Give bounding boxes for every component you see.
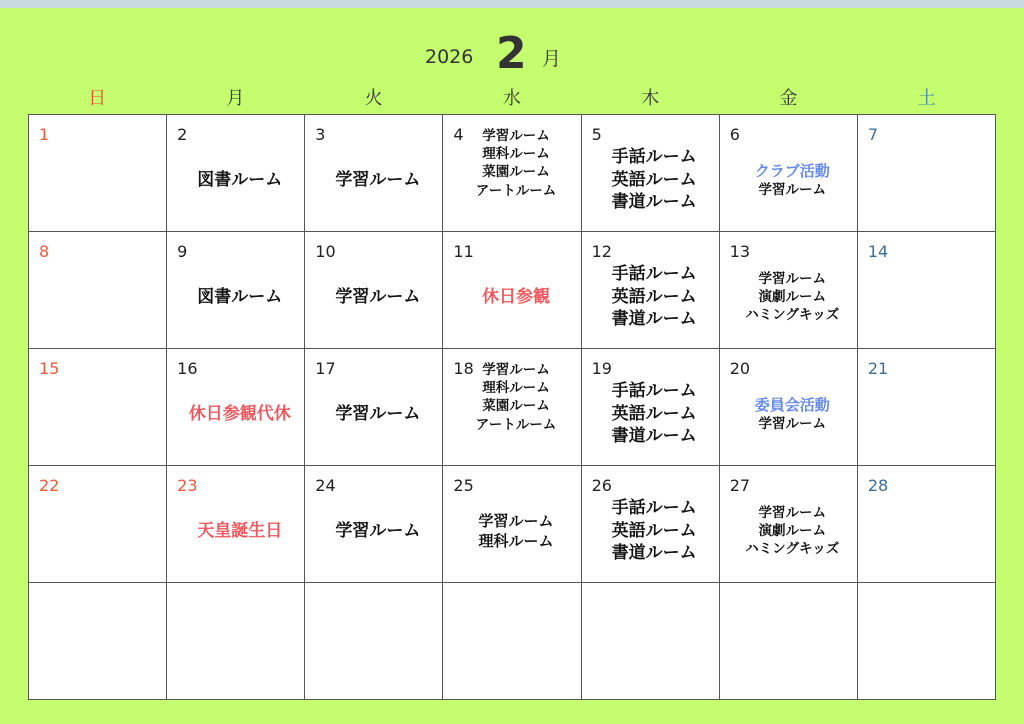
day-cell (582, 232, 720, 349)
event-list (305, 252, 442, 342)
day-number: 26 (591, 476, 612, 495)
day-cell (29, 115, 167, 232)
weekday-sat: 土 (917, 88, 936, 109)
day-cell (443, 232, 581, 349)
event-list (720, 252, 857, 342)
day-number: 8 (39, 242, 50, 261)
weekday-thu: 木 (641, 88, 660, 109)
event-label: ハミングキッズ (745, 541, 840, 558)
event-label: 菜園ルーム (482, 398, 550, 415)
day-number: 15 (39, 359, 60, 378)
day-number: 14 (867, 242, 889, 261)
event-label: 学習ルーム (758, 182, 827, 199)
day-cell (29, 583, 167, 700)
month-suffix: 月 (542, 48, 562, 70)
day-cell (858, 232, 996, 349)
event-label: 演劇ルーム (758, 522, 827, 539)
day-cell (443, 583, 581, 700)
day-number: 6 (729, 125, 740, 144)
event-label: 書道ルーム (611, 543, 697, 564)
day-cell (305, 583, 443, 700)
event-label: 書道ルーム (611, 426, 697, 447)
weekday-sun: 日 (88, 88, 107, 109)
event-label: 理科ルーム (478, 532, 554, 550)
day-number: 16 (177, 359, 198, 378)
day-cell (582, 583, 720, 700)
event-list (443, 252, 580, 342)
day-cell (29, 349, 167, 466)
event-label: クラブ活動 (754, 161, 830, 180)
day-number: 18 (453, 359, 474, 378)
event-label: 学習ルーム (335, 520, 421, 541)
event-label: 英語ルーム (611, 286, 697, 307)
calendar-grid (28, 114, 996, 700)
day-cell (443, 466, 581, 583)
event-label: 学習ルーム (758, 416, 827, 433)
day-number: 22 (39, 476, 60, 495)
event-label: 休日参観代休 (188, 403, 291, 424)
day-number: 19 (591, 359, 612, 378)
day-cell (858, 583, 996, 700)
day-cell (720, 583, 858, 700)
day-number: 28 (867, 476, 889, 495)
day-number: 1 (39, 125, 50, 144)
day-cell (29, 466, 167, 583)
event-label: 天皇誕生日 (197, 520, 283, 541)
event-label: 学習ルーム (758, 504, 827, 521)
day-cell (443, 349, 581, 466)
day-number: 20 (729, 359, 751, 378)
event-label: 学習ルーム (335, 403, 421, 424)
event-list (305, 135, 442, 225)
day-cell (167, 232, 305, 349)
day-cell (305, 466, 443, 583)
day-cell (582, 349, 720, 466)
event-list (443, 127, 580, 225)
event-label: 手話ルーム (611, 497, 697, 518)
weekday-fri: 金 (779, 88, 798, 109)
weekday-header (28, 86, 996, 112)
day-cell (858, 349, 996, 466)
day-cell (167, 349, 305, 466)
day-cell (443, 115, 581, 232)
top-strip (0, 0, 1024, 8)
event-list (167, 252, 304, 342)
day-cell (305, 232, 443, 349)
event-label: 理科ルーム (482, 380, 550, 397)
event-label: 英語ルーム (611, 520, 697, 541)
day-number: 25 (453, 476, 474, 495)
event-label: アートルーム (475, 416, 557, 433)
event-list (167, 486, 304, 576)
event-list (582, 369, 719, 459)
event-label: 学習ルーム (478, 511, 554, 530)
event-label: 学習ルーム (758, 270, 827, 287)
day-cell (167, 466, 305, 583)
event-label: 学習ルーム (482, 128, 550, 144)
day-number: 12 (591, 242, 612, 261)
event-list (305, 486, 442, 576)
event-label: アートルーム (475, 182, 557, 199)
event-list (305, 369, 442, 459)
day-cell (305, 115, 443, 232)
weekday-tue: 火 (364, 88, 383, 109)
event-label: 手話ルーム (611, 380, 697, 401)
day-cell (720, 349, 858, 466)
day-cell (720, 115, 858, 232)
event-list (167, 135, 304, 225)
weekday-mon: 月 (226, 88, 245, 109)
event-label: 菜園ルーム (482, 164, 550, 181)
event-list (582, 135, 719, 225)
event-label: 学習ルーム (482, 362, 550, 378)
day-number: 24 (315, 476, 336, 495)
day-cell (167, 115, 305, 232)
event-label: 図書ルーム (197, 169, 283, 190)
event-label: ハミングキッズ (745, 307, 840, 324)
event-list (720, 486, 857, 576)
day-number: 21 (867, 359, 889, 378)
event-list (582, 486, 719, 576)
event-label: 手話ルーム (611, 146, 697, 167)
day-number: 27 (729, 476, 751, 495)
day-number: 17 (315, 359, 336, 378)
day-number: 13 (729, 242, 751, 261)
event-list (720, 135, 857, 225)
day-number: 4 (453, 125, 464, 144)
event-label: 学習ルーム (335, 286, 421, 307)
event-label: 理科ルーム (482, 146, 550, 163)
event-label: 委員会活動 (754, 395, 830, 414)
event-list (720, 369, 857, 459)
day-number: 9 (177, 242, 188, 261)
day-number: 10 (315, 242, 336, 261)
event-label: 英語ルーム (611, 403, 697, 424)
day-cell (582, 115, 720, 232)
event-list (582, 252, 719, 342)
day-cell (582, 466, 720, 583)
day-number: 7 (867, 125, 879, 144)
event-label: 学習ルーム (335, 169, 421, 190)
year-label: 2026 (425, 46, 474, 68)
day-number: 3 (315, 125, 326, 144)
event-label: 演劇ルーム (758, 288, 827, 305)
event-label: 休日参観 (481, 286, 550, 307)
day-cell (858, 466, 996, 583)
event-list (443, 486, 580, 576)
event-label: 書道ルーム (611, 192, 697, 213)
event-list (443, 361, 580, 459)
calendar-title (0, 26, 1024, 86)
day-number: 23 (177, 476, 198, 495)
day-cell (305, 349, 443, 466)
day-cell (167, 583, 305, 700)
day-cell (858, 115, 996, 232)
event-label: 手話ルーム (611, 263, 697, 284)
day-number: 5 (591, 125, 602, 144)
day-cell (720, 466, 858, 583)
event-list (167, 369, 304, 459)
day-cell (29, 232, 167, 349)
day-cell (720, 232, 858, 349)
event-label: 書道ルーム (611, 309, 697, 330)
weekday-wed: 水 (502, 88, 521, 109)
day-number: 11 (453, 242, 474, 261)
event-label: 図書ルーム (197, 286, 283, 307)
month-number: 2 (496, 28, 527, 79)
day-number: 2 (177, 125, 188, 144)
event-label: 英語ルーム (611, 169, 697, 190)
